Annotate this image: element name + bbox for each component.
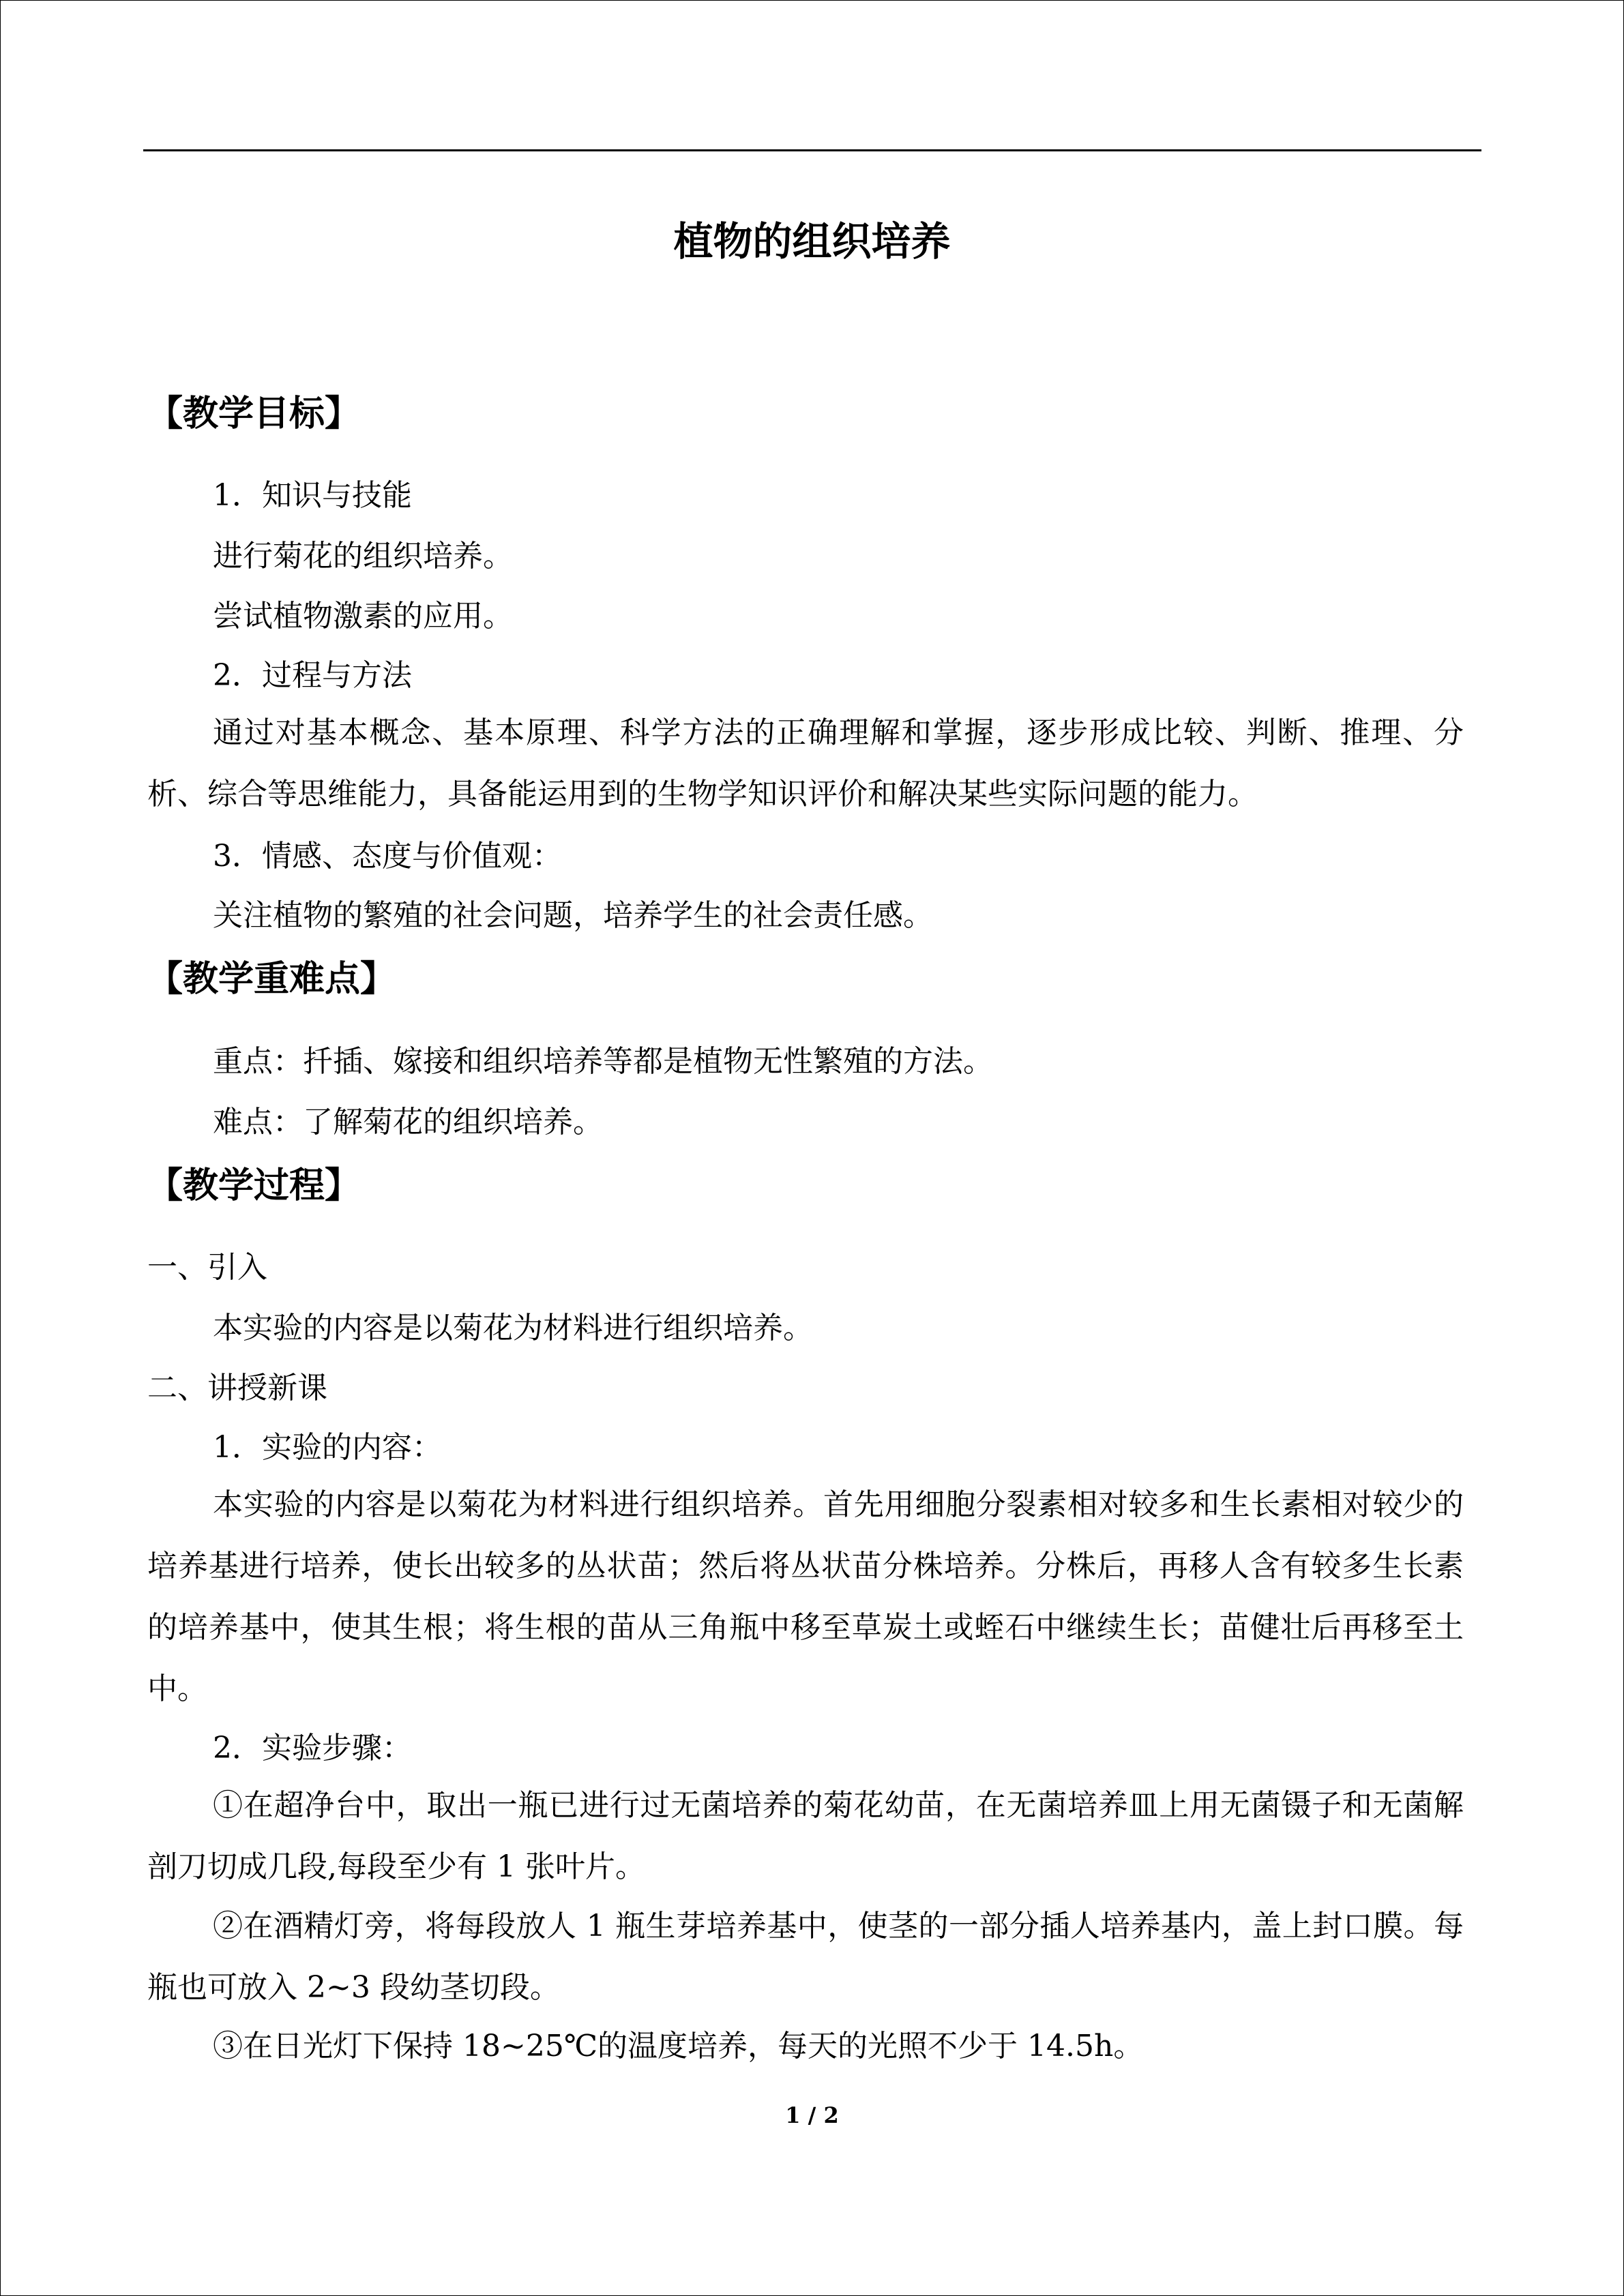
goals-item1-title: 1．知识与技能 [213, 478, 412, 513]
goals-item2-title: 2．过程与方法 [213, 658, 412, 693]
process-step3: ③在日光灯下保持 18~25℃的温度培养，每天的光照不少于 14.5h。 [213, 2029, 1144, 2063]
process-step2: ②在酒精灯旁，将每段放人 1 瓶生芽培养基中，使茎的一部分插人培养基内，盖上封口膜。每瓶也可放入 2~3 段幼茎切段。 [147, 1909, 1464, 2005]
section-heading-goals: 【教学目标】 [147, 393, 361, 434]
goals-item3-text: 关注植物的繁殖的社会问题，培养学生的社会责任感。 [213, 898, 933, 933]
key-points-focus: 重点：扦插、嫁接和组织培养等都是植物无性繁殖的方法。 [213, 1044, 993, 1079]
section-heading-key-points: 【教学重难点】 [147, 958, 396, 1000]
goals-item1-line2: 尝试植物激素的应用。 [213, 599, 513, 633]
goals-item1-line1: 进行菊花的组织培养。 [213, 539, 513, 573]
header-rule [143, 149, 1481, 151]
process-sub1-title: 1．实验的内容： [213, 1430, 442, 1465]
process-sub1-paragraph: 本实验的内容是以菊花为材料进行组织培养。首先用细胞分裂素相对较多和生长素相对较少的培养基进行培养，使长出较多的丛状苗；然后将丛状苗分株培养。分株后，再移人含有较多生长素的培养基中，使其生根；将生根的苗从三角瓶中移至草炭土或蛭石中继续生长；苗健壮后再移至土中。 [147, 1487, 1464, 1706]
process-sub2-title: 2．实验步骤： [213, 1731, 412, 1765]
section-heading-process: 【教学过程】 [147, 1165, 361, 1206]
page-title: 植物的组织培养 [673, 218, 951, 265]
page-number: 1 / 2 [785, 2102, 839, 2128]
process-step1: ①在超净台中，取出一瓶已进行过无菌培养的菊花幼苗，在无菌培养皿上用无菌镊子和无菌解剖刀切成几段,每段至少有 1 张叶片。 [147, 1788, 1464, 1884]
process-part1-title: 一、引入 [147, 1250, 267, 1285]
goals-item3-title: 3．情感、态度与价值观： [213, 839, 562, 874]
goals-item2-paragraph: 通过对基本概念、基本原理、科学方法的正确理解和掌握，逐步形成比较、判断、推理、分析、综合等思维能力，具备能运用到的生物学知识评价和解决某些实际问题的能力。 [147, 715, 1464, 811]
process-part1-text: 本实验的内容是以菊花为材料进行组织培养。 [213, 1311, 813, 1345]
key-points-difficulty: 难点：了解菊花的组织培养。 [213, 1105, 603, 1139]
process-part2-title: 二、讲授新课 [147, 1371, 327, 1405]
